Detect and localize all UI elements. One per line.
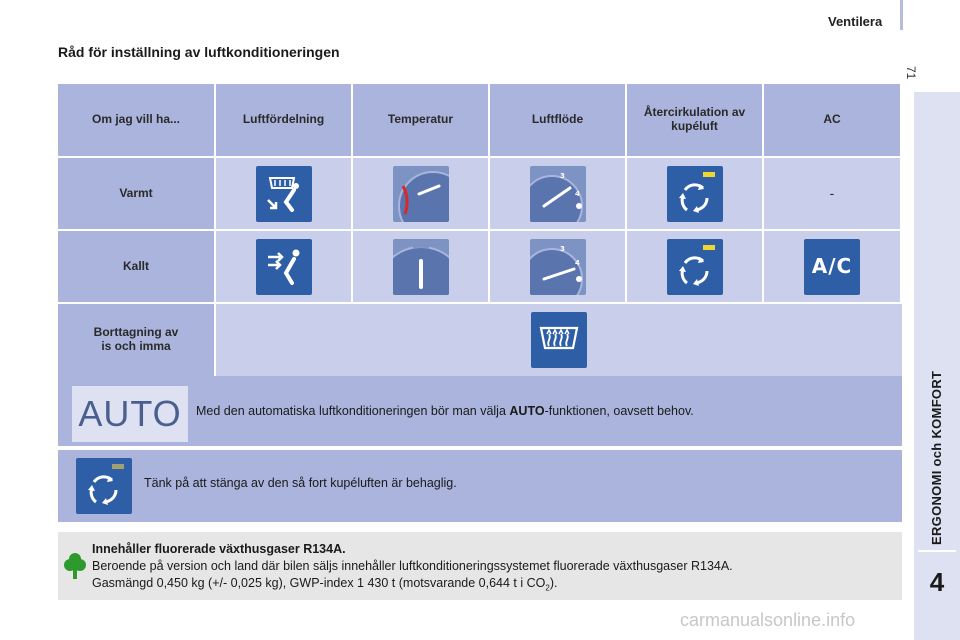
chapter-title: ERGONOMI och KOMFORT [929, 370, 944, 545]
air-distribution-feet-windscreen-icon [256, 166, 312, 222]
row-label: Borttagning av is och imma [58, 304, 216, 376]
row-label: Varmt [58, 158, 216, 229]
tree-icon [64, 552, 86, 580]
note-text: Gasmängd 0,450 kg (+/- 0,025 kg), GWP-index 1 430 t (motsvarande 0,644 t i $CO_2$). [92, 576, 558, 593]
chapter-sidebar [914, 92, 960, 640]
ac-button-icon: A/C [804, 239, 860, 295]
auto-recommendation-text: Med den automatiska luftkonditioneringen bör man välja AUTO-funktionen, oavsett behov. [196, 404, 694, 418]
auto-recommendation [58, 376, 902, 448]
column-header: Om jag vill ha... [58, 84, 216, 156]
temperature-dial-hot-icon [393, 166, 449, 222]
environment-note [58, 532, 902, 600]
air-distribution-face-icon [256, 239, 312, 295]
table-row [58, 158, 902, 231]
auto-button-icon: AUTO [72, 386, 188, 442]
row-label: Kallt [58, 231, 216, 302]
page-number: 71 [904, 66, 918, 80]
column-header: AC [764, 84, 900, 156]
svg-text:4: 4 [574, 258, 580, 267]
table-row [58, 231, 902, 304]
temperature-dial-cold-icon [393, 239, 449, 295]
note-title: Innehåller fluorerade växthusgaser R134A. [92, 542, 346, 556]
column-header: Återcirkulation av kupéluft [627, 84, 764, 156]
column-header: Luftflöde [490, 84, 627, 156]
table-row [58, 304, 902, 376]
column-header: Temperatur [353, 84, 490, 156]
settings-table [58, 84, 902, 376]
recirculation-on-icon [667, 166, 723, 222]
recirculation-on-icon [667, 239, 723, 295]
recirculation-tip [58, 450, 902, 522]
defrost-windscreen-icon [531, 312, 587, 368]
svg-text:3: 3 [559, 244, 565, 253]
header-divider [900, 0, 903, 30]
sidebar-divider [918, 550, 956, 552]
watermark: carmanualsonline.info [680, 610, 856, 630]
recirculation-tip-text: Tänk på att stänga av den så fort kupéluften är behaglig. [144, 476, 457, 490]
ac-not-applicable: - [829, 185, 835, 202]
svg-text:3: 3 [559, 171, 565, 180]
airflow-dial-high-icon [530, 239, 586, 295]
page-title: Råd för inställning av luftkonditioneringen [58, 44, 340, 60]
column-header: Luftfördelning [216, 84, 353, 156]
airflow-dial-icon [530, 166, 586, 222]
table-header-row [58, 84, 902, 158]
recirculation-icon [76, 458, 132, 514]
svg-text:4: 4 [574, 189, 580, 198]
chapter-number: 4 [929, 567, 945, 597]
section-title: Ventilera [828, 14, 883, 29]
note-text: Beroende på version och land där bilen säljs innehåller luftkonditioneringssystemet fluorerade växthusgaser R134A. [92, 559, 733, 573]
